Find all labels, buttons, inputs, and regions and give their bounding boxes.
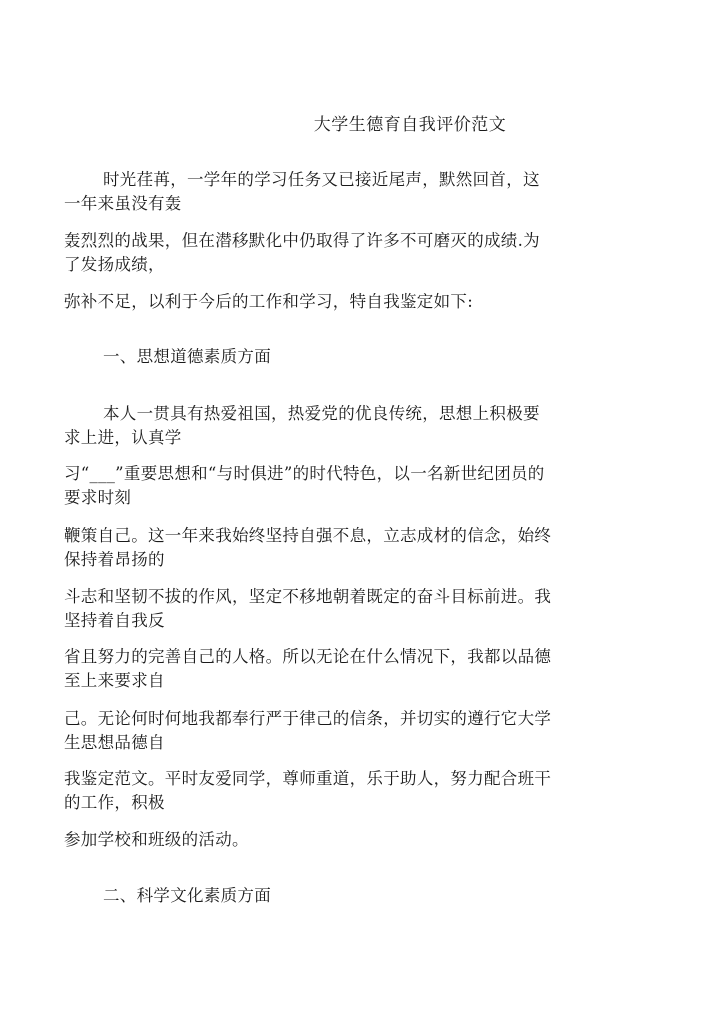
paragraph: 本人一贯具有热爱祖国，热爱党的优良传统，思想上积极要求上进，认真学 [64,404,540,447]
document-title: 大学生德育自我评价范文 [313,115,507,135]
paragraph: 习“___”重要思想和“与时俱进”的时代特色，以一名新世纪团员的要求时刻 [64,464,545,507]
paragraph: 我鉴定范文。平时友爱同学，尊师重道，乐于助人，努力配合班干的工作，积极 [64,769,552,812]
paragraph: 己。无论何时何地我都奉行严于律己的信条，并切实的遵行它大学生思想品德自 [64,709,552,752]
paragraph: 鞭策自己。这一年来我始终坚持自强不息，立志成材的信念，始终保持着昂扬的 [64,526,552,569]
paragraph: 斗志和坚韧不拔的作风，坚定不移地朝着既定的奋斗目标前进。我坚持着自我反 [64,587,552,630]
paragraph: 轰烈烈的战果，但在潜移默化中仍取得了许多不可磨灭的成绩.为了发扬成绩， [64,231,540,274]
section-heading: 二、科学文化素质方面 [103,886,271,905]
paragraph: 时光荏苒，一学年的学习任务又已接近尾声，默然回首，这一年来虽没有轰 [64,170,540,213]
paragraph: 参加学校和班级的活动。 [64,830,249,849]
section-heading: 一、思想道德素质方面 [103,347,271,366]
paragraph: 省且努力的完善自己的人格。所以无论在什么情况下，我都以品德至上来要求自 [64,647,552,690]
paragraph: 弥补不足，以利于今后的工作和学习，特自我鉴定如下: [64,292,474,311]
